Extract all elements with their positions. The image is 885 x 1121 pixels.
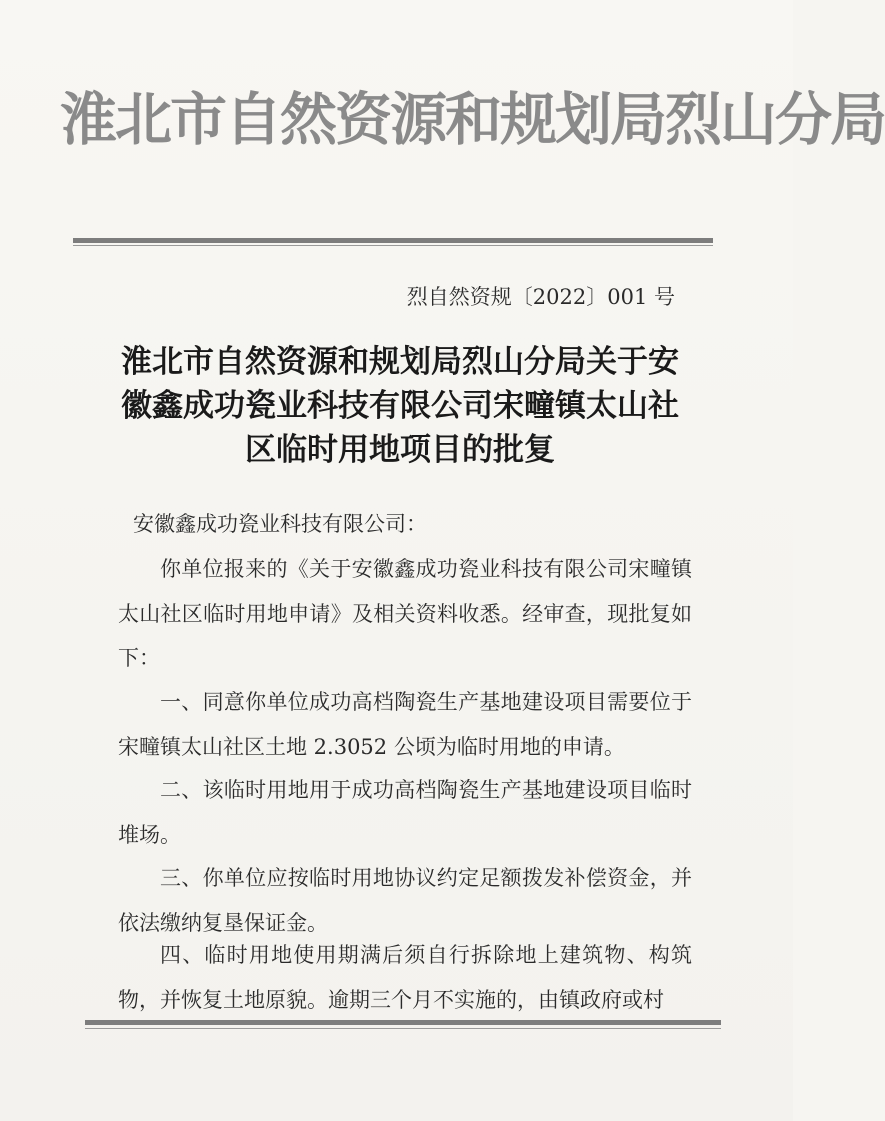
- paragraph-text: 你单位报来的《关于安徽鑫成功瓷业科技有限公司宋疃镇太山社区临时用地申请》及相关资料收悉。经审查，现批复如下：: [118, 557, 692, 670]
- body-paragraph-item-4: [118, 933, 692, 1022]
- salutation: 安徽鑫成功瓷业科技有限公司：: [133, 512, 427, 536]
- paragraph-text: 三、你单位应按临时用地协议约定足额拨发补偿资金，并依法缴纳复垦保证金。: [118, 866, 692, 935]
- document-title: [110, 340, 690, 472]
- title-line-2: 徽鑫成功瓷业科技有限公司宋疃镇太山社: [121, 388, 679, 424]
- body-paragraph-item-2: [118, 768, 692, 857]
- paragraph-text: 二、该临时用地用于成功高档陶瓷生产基地建设项目临时堆场。: [118, 778, 692, 847]
- body-paragraph-item-3: [118, 856, 692, 945]
- title-line-3: 区临时用地项目的批复: [245, 432, 555, 468]
- body-paragraph-item-1: [118, 680, 692, 769]
- title-line-1: 淮北市自然资源和规划局烈山分局关于安: [121, 344, 679, 380]
- paragraph-text: 一、同意你单位成功高档陶瓷生产基地建设项目需要位于宋疃镇太山社区土地 2.3052 公顷为临时用地的申请。: [118, 690, 692, 759]
- paragraph-text: 四、临时用地使用期满后须自行拆除地上建筑物、构筑物，并恢复土地原貌。逾期三个月不实施的，由镇政府或村: [118, 943, 692, 1012]
- footer-divider-rule: [85, 1020, 721, 1025]
- body-paragraph-intro: [118, 547, 692, 681]
- header-divider-rule: [73, 238, 713, 243]
- document-number: 烈自然资规〔2022〕001 号: [406, 285, 675, 309]
- agency-header: 淮北市自然资源和规划局烈山分局: [60, 87, 885, 153]
